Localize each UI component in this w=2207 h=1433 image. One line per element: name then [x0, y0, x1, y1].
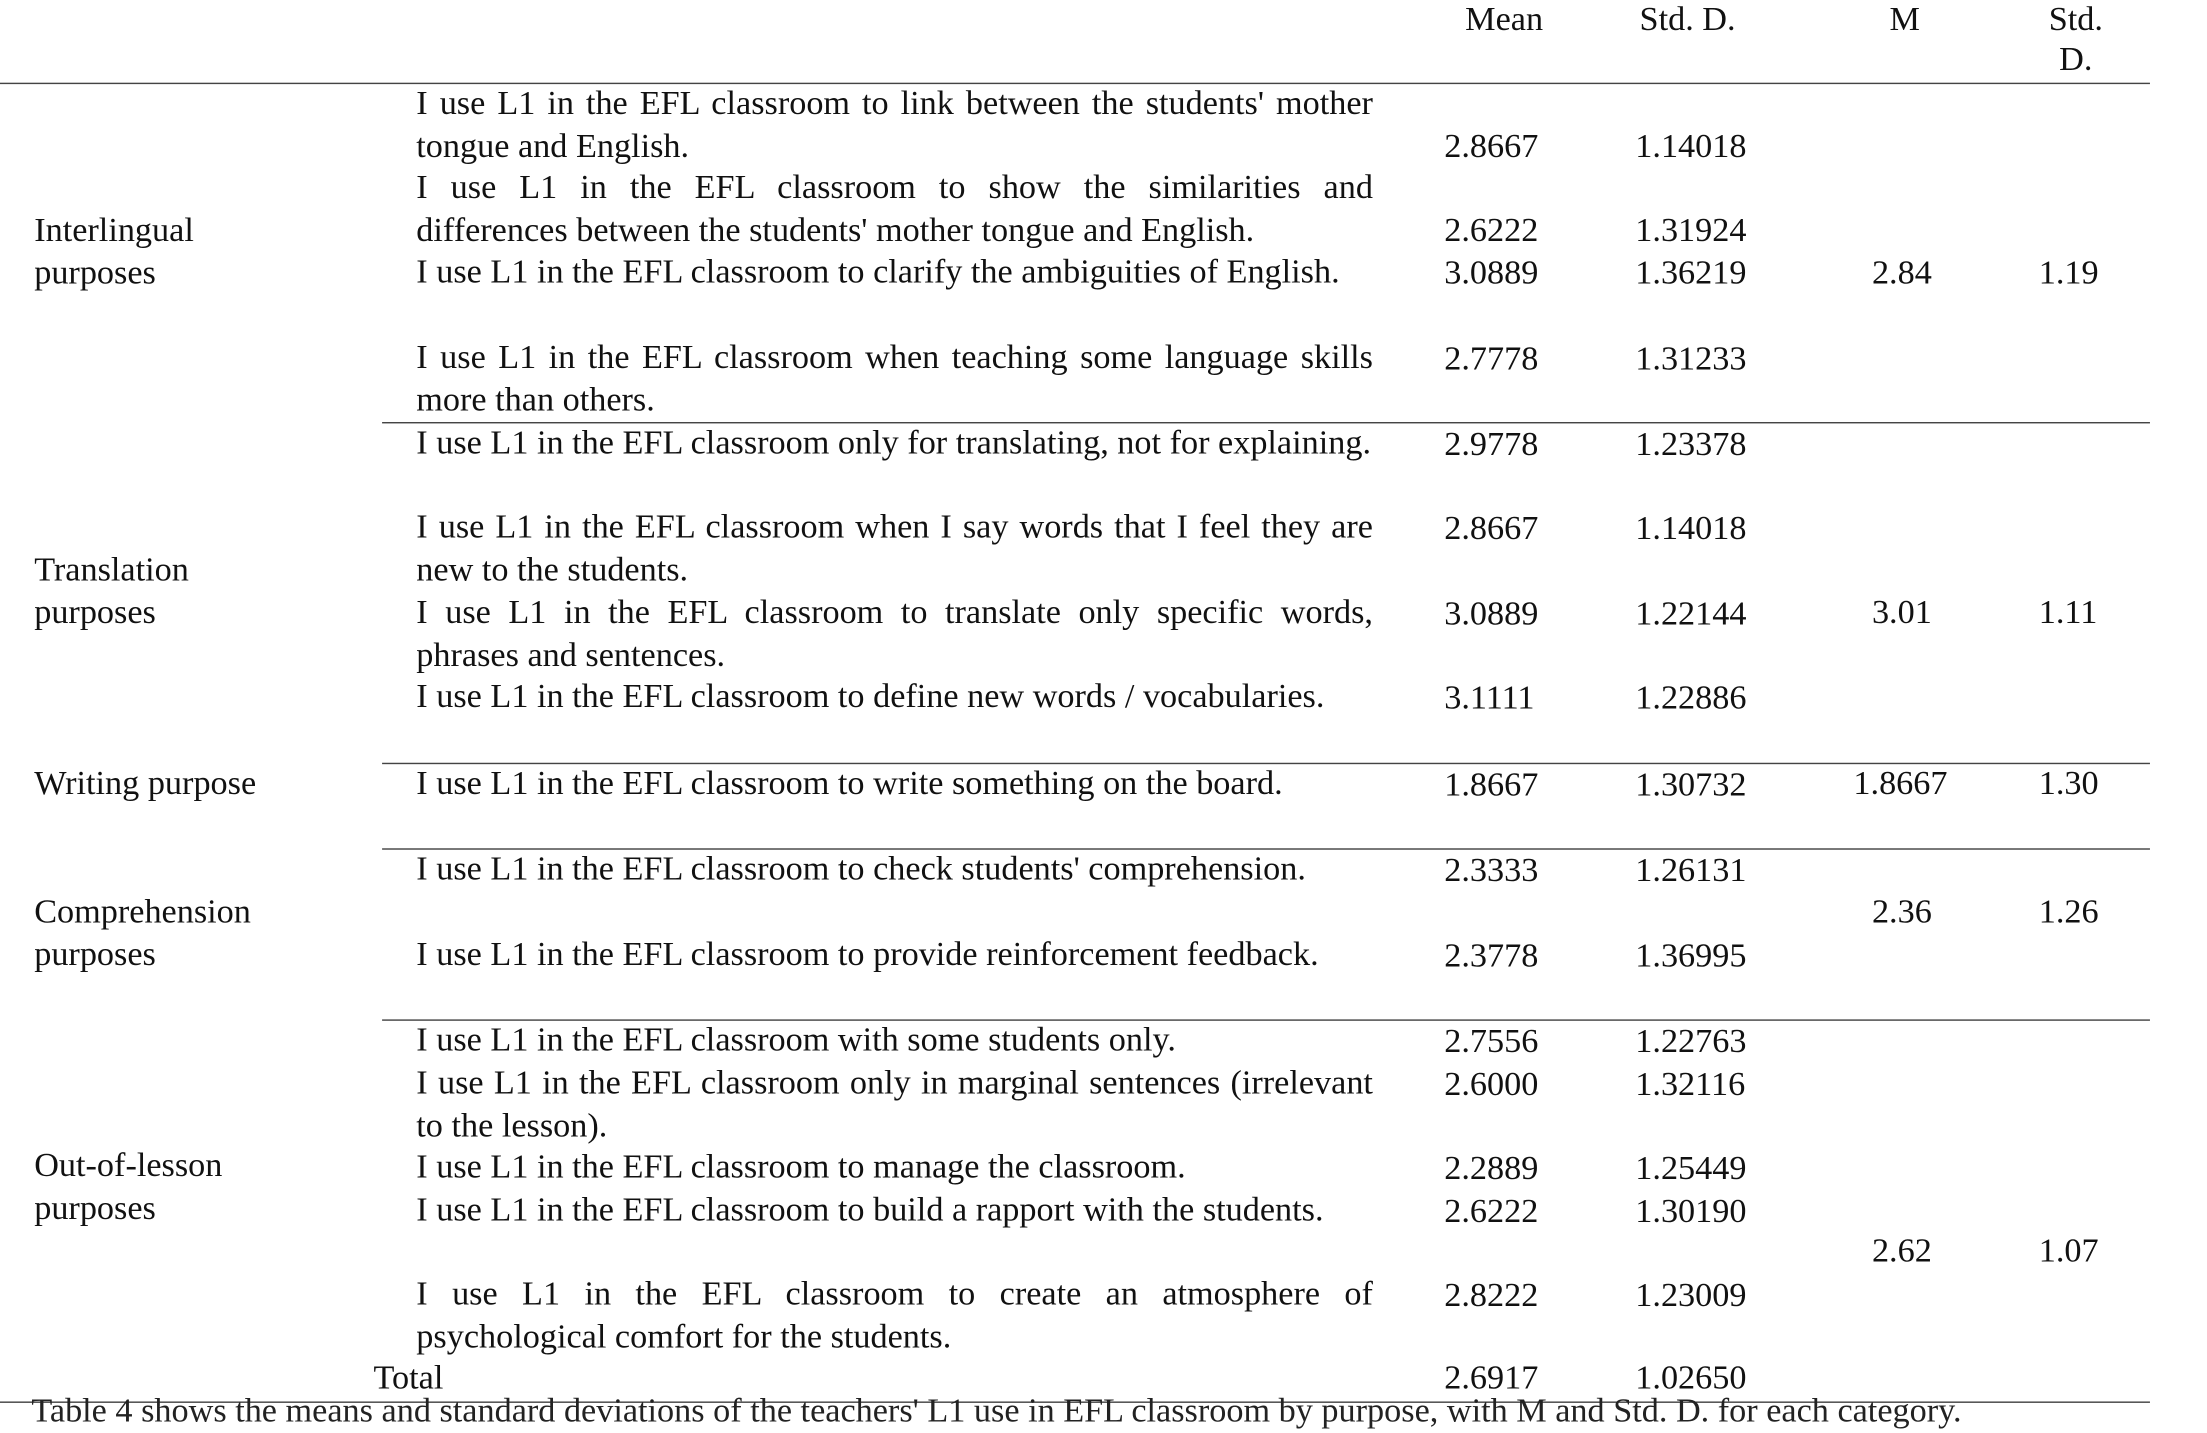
total-label: Total: [373, 1360, 444, 1398]
header-std-2-line2: D.: [2059, 41, 2093, 79]
statement-4: I use L1 in the EFL classroom when teaching some language skills more than others.: [416, 339, 1373, 419]
table-caption: Table 4 shows the means and standard deviations of the teachers' L1 use in EFL classroom by purpose, with M and Std. D. for each category.: [31, 1392, 1962, 1430]
sd-6: 1.14018: [1635, 510, 1747, 548]
group-m-writing: 1.8667: [1853, 765, 1948, 803]
statement-15: I use L1 in the EFL classroom to build a rapport with the students.: [416, 1191, 1324, 1229]
group-m-interlingual: 2.84: [1871, 255, 1932, 293]
statement-7: I use L1 in the EFL classroom to translate only specific words, phrases and sentences.: [416, 594, 1373, 674]
statement-12: I use L1 in the EFL classroom with some students only.: [416, 1022, 1176, 1060]
mean-1: 2.8667: [1444, 128, 1539, 166]
mean-15: 2.6222: [1444, 1193, 1539, 1231]
mean-12: 2.7556: [1444, 1023, 1539, 1061]
mean-4: 2.7778: [1444, 340, 1539, 378]
statement-1: I use L1 in the EFL classroom to link between the students' mother tongue and English.: [416, 85, 1373, 165]
statement-13: I use L1 in the EFL classroom only in marginal sentences (irrelevant to the lesson).: [416, 1064, 1373, 1145]
sd-11: 1.36995: [1635, 938, 1747, 976]
total-mean: 2.6917: [1444, 1360, 1539, 1398]
group-sd-translation: 1.11: [2038, 594, 2098, 632]
group-m-out-of-lesson: 2.62: [1871, 1233, 1932, 1271]
group-m-comprehension: 2.36: [1871, 893, 1932, 931]
group-sd-interlingual: 1.19: [2038, 255, 2099, 293]
mean-2: 2.6222: [1444, 212, 1539, 250]
sd-13: 1.32116: [1635, 1066, 1746, 1104]
statement-16: I use L1 in the EFL classroom to create an atmosphere of psychological comfort for the students.: [416, 1276, 1373, 1356]
sd-16: 1.23009: [1635, 1277, 1747, 1315]
sd-15: 1.30190: [1635, 1193, 1747, 1231]
mean-10: 2.3333: [1444, 852, 1539, 890]
sd-2: 1.31924: [1635, 212, 1747, 250]
header-std: Std. D.: [1639, 1, 1736, 39]
statement-3: I use L1 in the EFL classroom to clarify the ambiguities of English.: [416, 253, 1340, 291]
group-sd-comprehension: 1.26: [2038, 893, 2099, 931]
statement-9: I use L1 in the EFL classroom to write something on the board.: [416, 765, 1283, 803]
group-m-translation: 3.01: [1871, 594, 1932, 632]
statement-11: I use L1 in the EFL classroom to provide reinforcement feedback.: [416, 936, 1319, 974]
mean-16: 2.8222: [1444, 1277, 1539, 1315]
sd-3: 1.36219: [1635, 255, 1747, 293]
sd-1: 1.14018: [1635, 128, 1747, 166]
group-label-interlingual: Interlingual purposes: [34, 212, 194, 293]
sd-12: 1.22763: [1635, 1023, 1747, 1061]
group-sd-out-of-lesson: 1.07: [2038, 1233, 2099, 1271]
sd-9: 1.30732: [1635, 767, 1747, 805]
mean-14: 2.2889: [1444, 1150, 1539, 1188]
sd-10: 1.26131: [1635, 852, 1747, 890]
mean-5: 2.9778: [1444, 426, 1539, 464]
sd-5: 1.23378: [1635, 426, 1747, 464]
sd-7: 1.22144: [1635, 595, 1747, 634]
statement-6: I use L1 in the EFL classroom when I say words that I feel they are new to the students.: [416, 508, 1373, 589]
group-label-writing: Writing purpose: [34, 765, 257, 803]
mean-9: 1.8667: [1444, 767, 1539, 805]
group-sd-writing: 1.30: [2038, 765, 2099, 803]
group-label-translation: Translation purposes: [34, 551, 189, 632]
header-mean: Mean: [1465, 1, 1544, 39]
statement-2: I use L1 in the EFL classroom to show the similarities and differences between the students' mother tongue and English.: [416, 169, 1373, 249]
sd-8: 1.22886: [1635, 680, 1747, 718]
header-std-2: [2024, 0, 2127, 80]
statement-5: I use L1 in the EFL classroom only for translating, not for explaining.: [416, 424, 1372, 462]
group-label-out-of-lesson: Out-of-lesson purposes: [34, 1147, 223, 1228]
mean-7: 3.0889: [1444, 595, 1539, 634]
statement-14: I use L1 in the EFL classroom to manage the classroom.: [416, 1149, 1186, 1187]
mean-3: 3.0889: [1444, 255, 1539, 293]
header-std-2-line1: Std.: [2048, 1, 2103, 39]
statement-10: I use L1 in the EFL classroom to check students' comprehension.: [416, 851, 1306, 889]
mean-11: 2.3778: [1444, 938, 1539, 976]
mean-13: 2.6000: [1444, 1066, 1539, 1104]
total-sd: 1.02650: [1635, 1360, 1747, 1398]
sd-4: 1.31233: [1635, 340, 1747, 378]
statement-8: I use L1 in the EFL classroom to define new words / vocabularies.: [416, 678, 1325, 716]
mean-6: 2.8667: [1444, 510, 1539, 548]
sd-14: 1.25449: [1635, 1150, 1747, 1188]
mean-8: 3.1111: [1444, 680, 1535, 718]
header-m: M: [1889, 1, 1920, 39]
group-label-comprehension: Comprehension purposes: [34, 893, 251, 974]
